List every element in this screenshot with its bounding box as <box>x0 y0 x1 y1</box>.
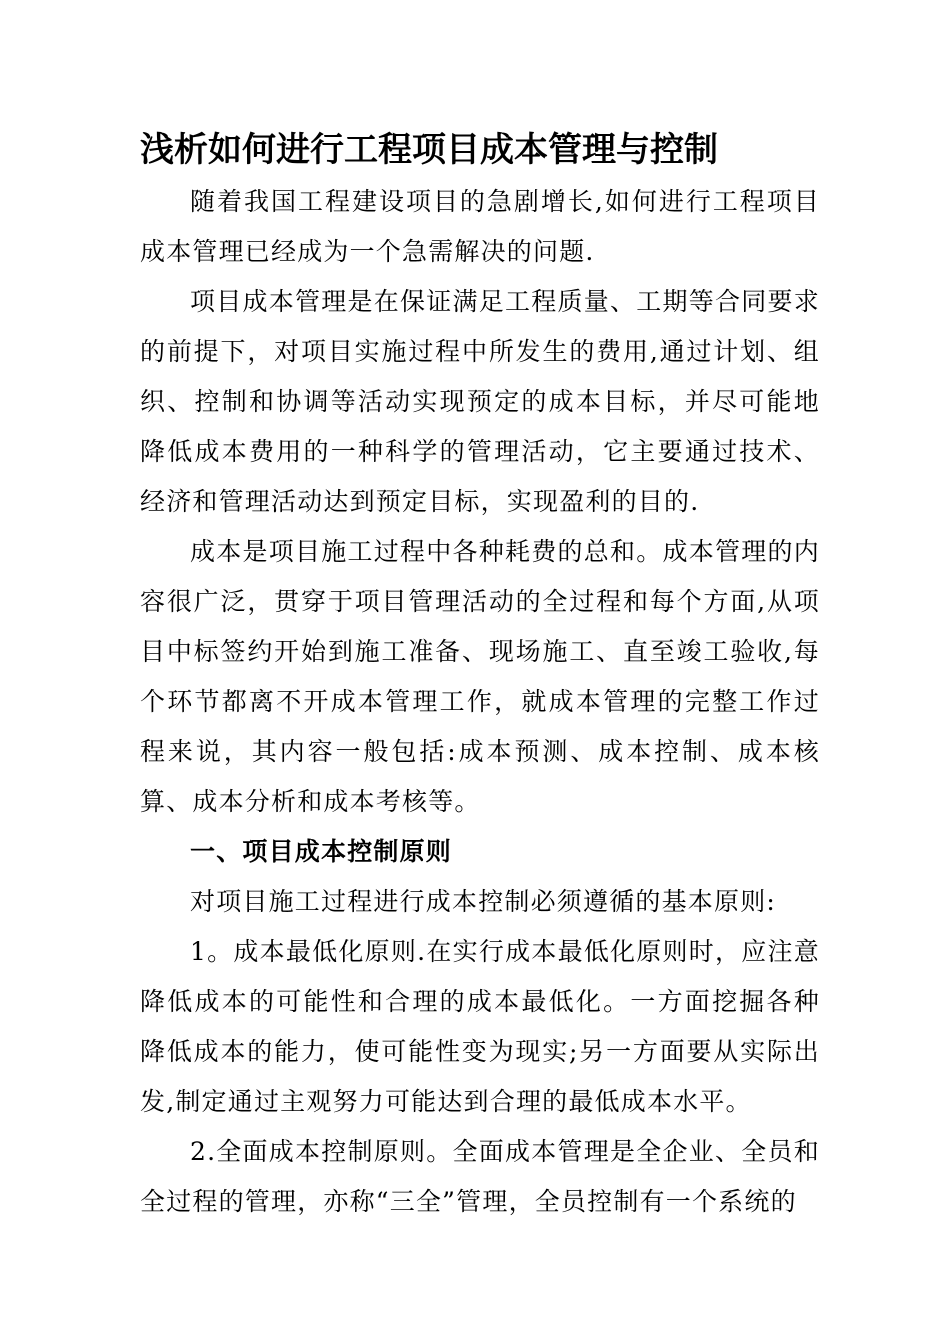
definition-paragraph: 项目成本管理是在保证满足工程质量、工期等合同要求的前提下，对项目实施过程中所发生的费用,通过计划、组织、控制和协调等活动实现预定的成本目标，并尽可能地降低成本费用的一种科学的管理活动，它主要通过技术、经济和管理活动达到预定目标，实现盈利的目的. <box>140 287 820 516</box>
section-heading: 一、项目成本控制原则 <box>190 837 453 866</box>
principle-1-paragraph: 1。成本最低化原则.在实行成本最低化原则时，应注意降低成本的可能性和合理的成本最低化。一方面挖掘各种降低成本的能力，使可能性变为现实;另一方面要从实际出发,制定通过主观努力可能达到合理的最低成本水平。 <box>140 937 820 1116</box>
principle-2-paragraph: 2.全面成本控制原则。全面成本管理是全企业、全员和全过程的管理，亦称“三全”管理，全员控制有一个系统的 <box>140 1137 820 1216</box>
scope-paragraph: 成本是项目施工过程中各种耗费的总和。成本管理的内容很广泛，贯穿于项目管理活动的全过程和每个方面,从项目中标签约开始到施工准备、现场施工、直至竣工验收,每个环节都离不开成本管理工作，就成本管理的完整工作过程来说，其内容一般包括:成本预测、成本控制、成本核算、成本分析和成本考核等。 <box>140 537 820 816</box>
document-body <box>140 177 820 1227</box>
intro-paragraph: 随着我国工程建设项目的急剧增长,如何进行工程项目成本管理已经成为一个急需解决的问题. <box>140 187 820 266</box>
principles-intro-paragraph: 对项目施工过程进行成本控制必须遵循的基本原则: <box>190 887 777 916</box>
document-title: 浅析如何进行工程项目成本管理与控制 <box>140 130 718 170</box>
